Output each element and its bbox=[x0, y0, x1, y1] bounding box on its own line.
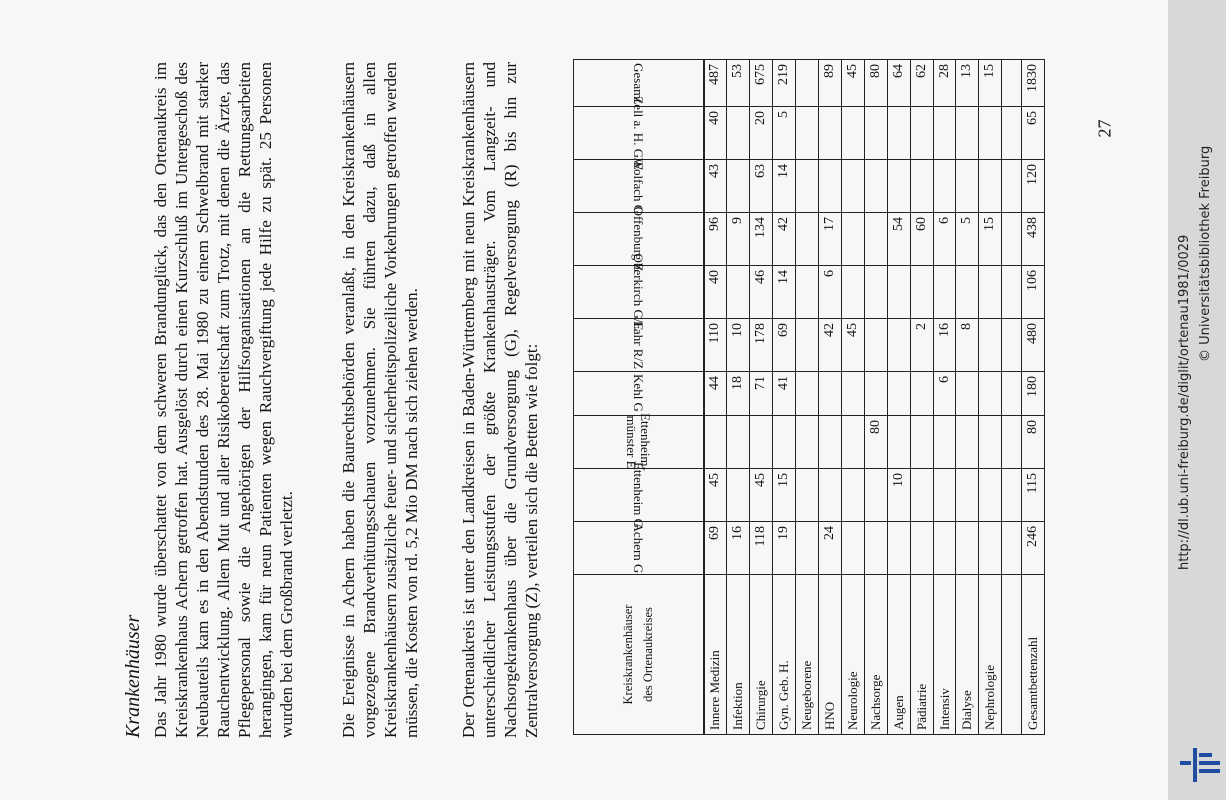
column-header-achern: Achern G bbox=[574, 522, 704, 575]
row-label: Chirurgie bbox=[750, 575, 773, 735]
table-cell bbox=[796, 266, 819, 319]
table-cell bbox=[773, 416, 796, 469]
table-cell: 69 bbox=[704, 522, 727, 575]
table-cell: 28 bbox=[933, 60, 956, 107]
table-cell bbox=[704, 416, 727, 469]
table-cell bbox=[979, 160, 1002, 213]
table-cell: 45 bbox=[704, 469, 727, 522]
table-cell bbox=[887, 266, 910, 319]
table-row bbox=[819, 60, 842, 735]
table-cell bbox=[956, 266, 979, 319]
table-cell: 65 bbox=[1022, 107, 1045, 160]
table-row bbox=[887, 60, 910, 735]
table-row bbox=[841, 60, 864, 735]
table-cell: 6 bbox=[933, 213, 956, 266]
table-row bbox=[979, 60, 1002, 735]
table-cell bbox=[819, 469, 842, 522]
paragraph-fire: Das Jahr 1980 wurde überschattet von dem schweren Brandunglück, das den Ortenaukreis im Kreiskrankenhaus Achern getroffen hat. Ausgelöst durch einen Kurzschluß im Untergeschoß des Neubauteils kam es in den Abendstunden des 28. Mai 1980 zu einem Schwelbrand mit starker Rauchentwicklung. Allem Mut und aller Risikobereitschaft zum Trotz, mit denen die Ärzte, das Pflegepersonal sowie die Angehörigen der Hilfsorganisationen an die Rettungsarbeiten herangingen, kam für neun Patienten wegen Rauchvergiftung jede Hilfe zu spät. 25 Personen wurden bei dem Großbrand verletzt. bbox=[151, 62, 296, 738]
table-cell: 18 bbox=[727, 372, 750, 416]
table-row bbox=[773, 60, 796, 735]
table-row bbox=[910, 60, 933, 735]
table-cell bbox=[796, 319, 819, 372]
table-cell: 15 bbox=[773, 469, 796, 522]
table-cell: 42 bbox=[773, 213, 796, 266]
table-cell bbox=[910, 266, 933, 319]
table-cell: 45 bbox=[841, 319, 864, 372]
table-cell bbox=[910, 107, 933, 160]
table-cell: 219 bbox=[773, 60, 796, 107]
table-cell: 80 bbox=[864, 416, 887, 469]
table-cell bbox=[887, 107, 910, 160]
table-cell bbox=[727, 266, 750, 319]
table-cell: 180 bbox=[1022, 372, 1045, 416]
table-cell: 6 bbox=[933, 372, 956, 416]
table-cell bbox=[819, 372, 842, 416]
table-header-row bbox=[574, 60, 704, 735]
library-sidebar bbox=[1168, 0, 1226, 800]
table-cell: 60 bbox=[910, 213, 933, 266]
bed-distribution-table bbox=[573, 59, 1045, 735]
table-cell: 15 bbox=[979, 213, 1002, 266]
table-cell: 6 bbox=[819, 266, 842, 319]
table-cell: 2 bbox=[910, 319, 933, 372]
table-cell: 675 bbox=[750, 60, 773, 107]
table-cell bbox=[956, 416, 979, 469]
table-cell: 246 bbox=[1022, 522, 1045, 575]
table-cell bbox=[727, 416, 750, 469]
table-cell: 40 bbox=[704, 266, 727, 319]
table-cell bbox=[910, 416, 933, 469]
table-cell bbox=[864, 107, 887, 160]
table-cell bbox=[887, 522, 910, 575]
column-header-zell: Zell a. H. G/E bbox=[574, 107, 704, 160]
table-cell: 438 bbox=[1022, 213, 1045, 266]
row-label: Innere Medizin bbox=[704, 575, 727, 735]
column-header-gesamt: Gesamt bbox=[574, 60, 704, 107]
table-cell bbox=[933, 266, 956, 319]
table-cell bbox=[910, 469, 933, 522]
table-cell bbox=[933, 416, 956, 469]
table-cell: 120 bbox=[1022, 160, 1045, 213]
row-label: Nephrologie bbox=[979, 575, 1002, 735]
table-cell bbox=[979, 266, 1002, 319]
row-label: Gyn. Geb. H. bbox=[773, 575, 796, 735]
row-label: HNO bbox=[819, 575, 842, 735]
table-cell bbox=[910, 372, 933, 416]
table-cell: 5 bbox=[956, 213, 979, 266]
table-cell: 89 bbox=[819, 60, 842, 107]
row-label: Infektion bbox=[727, 575, 750, 735]
table-cell: 45 bbox=[841, 60, 864, 107]
column-header-wolfach: Wolfach G bbox=[574, 160, 704, 213]
table-cell bbox=[796, 469, 819, 522]
table-cell bbox=[887, 372, 910, 416]
table-cell: 40 bbox=[704, 107, 727, 160]
table-cell: 13 bbox=[956, 60, 979, 107]
row-label: Nachsorge bbox=[864, 575, 887, 735]
table-body bbox=[704, 60, 1045, 735]
table-cell: 20 bbox=[750, 107, 773, 160]
table-cell: 487 bbox=[704, 60, 727, 107]
table-cell bbox=[887, 416, 910, 469]
table-cell: 80 bbox=[1022, 416, 1045, 469]
table-cell bbox=[956, 160, 979, 213]
row-label: Neugeborene bbox=[796, 575, 819, 735]
table-cell bbox=[956, 372, 979, 416]
table-cell bbox=[979, 319, 1002, 372]
column-header-oberkirch: Oberkirch G/E bbox=[574, 266, 704, 319]
table-corner-header bbox=[574, 575, 704, 735]
table-cell: 118 bbox=[750, 522, 773, 575]
table-cell: 115 bbox=[1022, 469, 1045, 522]
table-row bbox=[933, 60, 956, 735]
table-cell bbox=[841, 372, 864, 416]
table-row bbox=[864, 60, 887, 735]
table-cell: 53 bbox=[727, 60, 750, 107]
table-cell bbox=[864, 266, 887, 319]
table-row bbox=[704, 60, 727, 735]
section-heading: Krankenhäuser bbox=[122, 614, 144, 738]
table-cell bbox=[819, 160, 842, 213]
paragraph-hospitals: Der Ortenaukreis ist unter den Landkreisen in Baden-Württemberg mit neun Kreiskrankenhäusern unterschiedlicher Leistungsstufen der größte Krankenhausträger. Vom Langzeit- und Nachsorgekrankenhaus über die Grundversorgung (G), Regelversorgung (R) bis hin zur Zentralversorgung (Z), verteilen sich die Betten wie folgt: bbox=[459, 62, 541, 738]
table-cell: 5 bbox=[773, 107, 796, 160]
column-header-lahr: Lahr R/Z bbox=[574, 319, 704, 372]
table-cell bbox=[727, 160, 750, 213]
table-cell: 178 bbox=[750, 319, 773, 372]
table-cell bbox=[979, 372, 1002, 416]
corner-line-1: Kreiskrankenhäuser bbox=[621, 604, 636, 705]
table-cell: 15 bbox=[979, 60, 1002, 107]
table-cell bbox=[796, 107, 819, 160]
column-header-ettenheimmuenster: Ettenheim- münster E bbox=[574, 416, 704, 469]
table-cell bbox=[750, 416, 773, 469]
table-cell bbox=[956, 522, 979, 575]
table-cell bbox=[933, 469, 956, 522]
table-cell bbox=[864, 319, 887, 372]
table-cell bbox=[910, 522, 933, 575]
table-cell: 44 bbox=[704, 372, 727, 416]
page-number: 27 bbox=[1094, 119, 1115, 138]
table-cell: 134 bbox=[750, 213, 773, 266]
ub-freiburg-logo-icon bbox=[1180, 748, 1220, 782]
row-label: Gesamtbettenzahl bbox=[1022, 575, 1045, 735]
table-cell: 10 bbox=[887, 469, 910, 522]
table-cell bbox=[933, 522, 956, 575]
table-cell bbox=[979, 469, 1002, 522]
paragraph-inspections: Die Ereignisse in Achern haben die Baurechtsbehörden veranlaßt, in den Kreiskrankenhäusern vorgezogene Brandverhütungsschauen vorzunehmen. Sie führten dazu, daß in allen Kreiskrankenhäusern zusätzliche feuer- und sicherheitspolizeiliche Vorkehrungen getroffen werden müssen, die Kosten von rd. 5,2 Mio DM nach sich ziehen werden. bbox=[339, 62, 421, 738]
table-row bbox=[727, 60, 750, 735]
table-cell: 480 bbox=[1022, 319, 1045, 372]
table-cell bbox=[841, 160, 864, 213]
table-cell: 14 bbox=[773, 266, 796, 319]
table-cell: 80 bbox=[864, 60, 887, 107]
copyright-text: © Universitätsbibliothek Freiburg bbox=[1198, 145, 1213, 362]
table-cell bbox=[956, 469, 979, 522]
table-cell bbox=[864, 213, 887, 266]
table-row bbox=[956, 60, 979, 735]
table-cell bbox=[956, 107, 979, 160]
table-row bbox=[750, 60, 773, 735]
row-label: Pädiatrie bbox=[910, 575, 933, 735]
table-cell bbox=[841, 266, 864, 319]
table-cell: 1830 bbox=[1022, 60, 1045, 107]
table-cell: 16 bbox=[727, 522, 750, 575]
table-cell bbox=[887, 160, 910, 213]
table-cell: 41 bbox=[773, 372, 796, 416]
table-cell bbox=[864, 160, 887, 213]
table-cell bbox=[796, 522, 819, 575]
table-cell: 106 bbox=[1022, 266, 1045, 319]
table-cell: 14 bbox=[773, 160, 796, 213]
table-cell bbox=[979, 416, 1002, 469]
table-cell bbox=[796, 160, 819, 213]
table-cell bbox=[796, 416, 819, 469]
spacer-row bbox=[1002, 60, 1022, 735]
table-cell bbox=[796, 213, 819, 266]
table-cell: 19 bbox=[773, 522, 796, 575]
table-cell bbox=[887, 319, 910, 372]
table-cell: 8 bbox=[956, 319, 979, 372]
table-cell: 43 bbox=[704, 160, 727, 213]
table-cell: 9 bbox=[727, 213, 750, 266]
column-header-kehl: Kehl G bbox=[574, 372, 704, 416]
table-cell bbox=[841, 107, 864, 160]
table-cell bbox=[841, 522, 864, 575]
table-cell: 17 bbox=[819, 213, 842, 266]
row-label: Neurologie bbox=[841, 575, 864, 735]
table-cell bbox=[979, 107, 1002, 160]
table-cell: 62 bbox=[910, 60, 933, 107]
total-row bbox=[1022, 60, 1045, 735]
row-label: Dialyse bbox=[956, 575, 979, 735]
table-cell bbox=[979, 522, 1002, 575]
table-cell: 45 bbox=[750, 469, 773, 522]
table-cell: 64 bbox=[887, 60, 910, 107]
table-cell: 96 bbox=[704, 213, 727, 266]
table-cell: 71 bbox=[750, 372, 773, 416]
table-cell: 46 bbox=[750, 266, 773, 319]
source-url-link[interactable]: http://dl.ub.uni-freiburg.de/diglit/ortenau1981/0029 bbox=[1177, 234, 1192, 570]
table-cell: 63 bbox=[750, 160, 773, 213]
table-cell bbox=[796, 372, 819, 416]
table-cell bbox=[841, 469, 864, 522]
column-header-offenburg: Offenburg Z bbox=[574, 213, 704, 266]
table-cell bbox=[727, 469, 750, 522]
table-cell bbox=[796, 60, 819, 107]
table-cell bbox=[864, 522, 887, 575]
table-cell bbox=[819, 107, 842, 160]
table-cell bbox=[819, 416, 842, 469]
table-cell: 54 bbox=[887, 213, 910, 266]
table-cell bbox=[841, 416, 864, 469]
table-cell: 10 bbox=[727, 319, 750, 372]
row-label: Intensiv bbox=[933, 575, 956, 735]
table-cell bbox=[864, 469, 887, 522]
table-cell bbox=[910, 160, 933, 213]
table-cell: 69 bbox=[773, 319, 796, 372]
table-cell bbox=[933, 160, 956, 213]
table-cell bbox=[864, 372, 887, 416]
table-row bbox=[796, 60, 819, 735]
table-cell: 16 bbox=[933, 319, 956, 372]
table-cell: 42 bbox=[819, 319, 842, 372]
table-cell bbox=[841, 213, 864, 266]
table-cell: 110 bbox=[704, 319, 727, 372]
table-cell: 24 bbox=[819, 522, 842, 575]
row-label: Augen bbox=[887, 575, 910, 735]
corner-line-2: des Ortenaukreises bbox=[641, 607, 656, 702]
table-cell bbox=[933, 107, 956, 160]
table-cell bbox=[727, 107, 750, 160]
column-header-ettenheim: Ettenheim G bbox=[574, 469, 704, 522]
